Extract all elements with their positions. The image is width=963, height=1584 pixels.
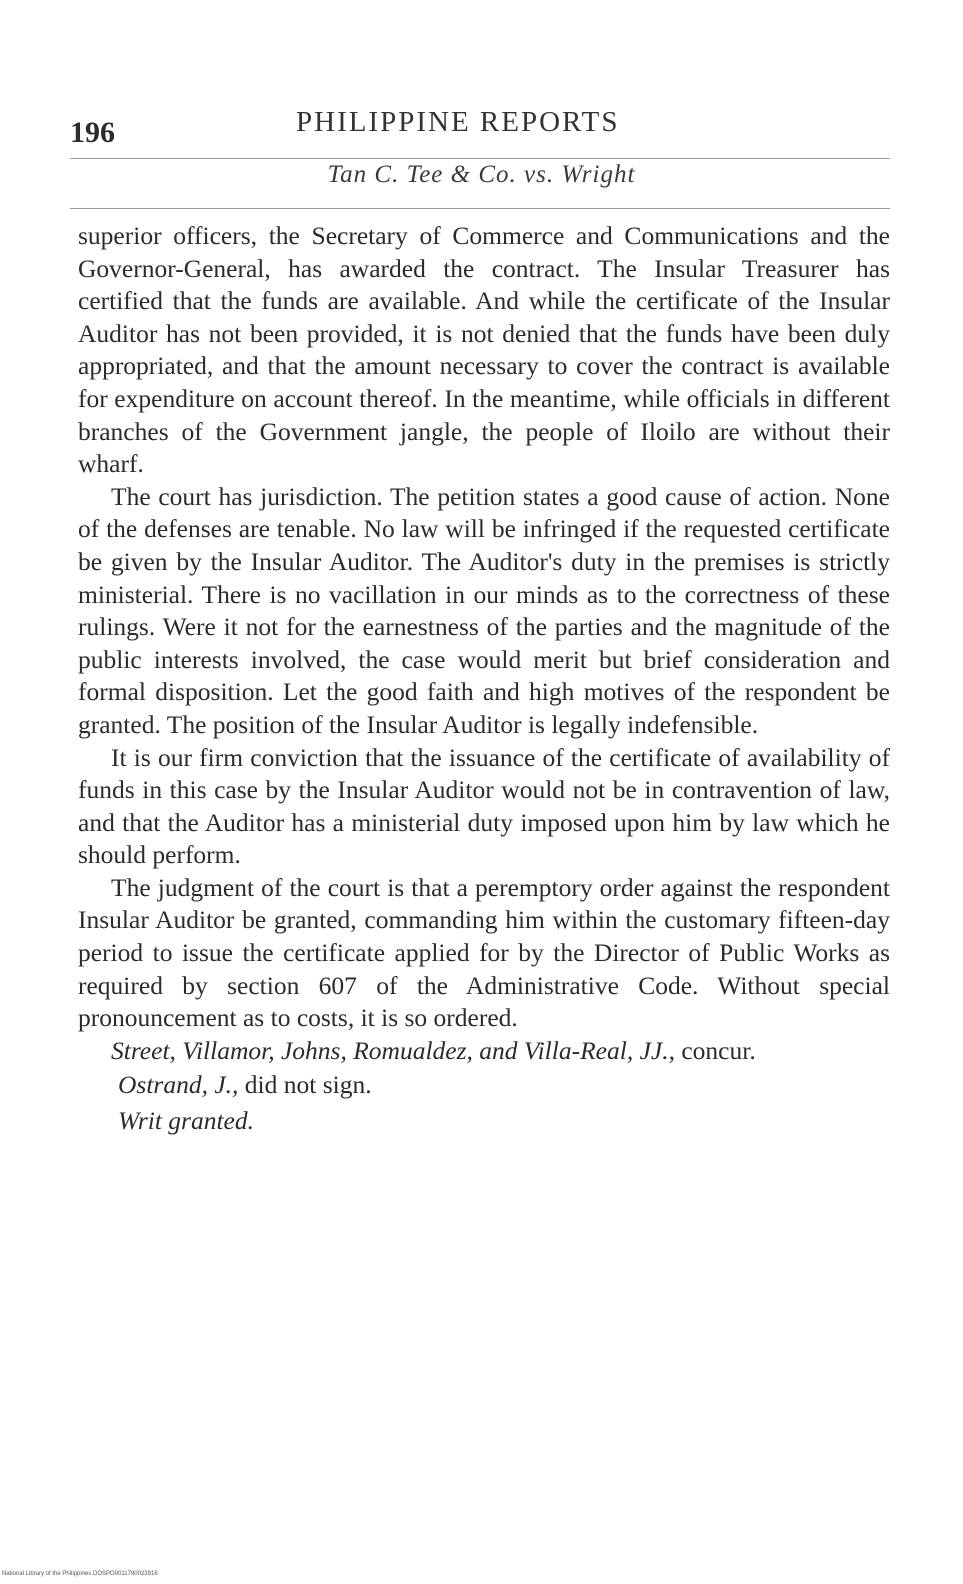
header-rule-bottom — [70, 208, 890, 209]
running-head: PHILIPPINE REPORTS — [296, 106, 620, 138]
concurrence — [78, 1035, 890, 1068]
did-not-sign-line — [78, 1067, 890, 1103]
page-header — [70, 104, 890, 164]
page-number: 196 — [70, 116, 115, 149]
disposition: Writ granted. — [118, 1106, 255, 1136]
paragraph-judgment: The judgment of the court is that a peremptory order against the respondent Insular Auditor be granted, commanding him within the customary fifteen-day period to issue the certificate applied for by the Director of Public Works as required by section 607 of the Administrative Code. Without special pronouncement as to costs, it is so ordered. — [78, 872, 890, 1033]
concur-verb: concur. — [681, 1035, 756, 1065]
body-text — [78, 220, 890, 1139]
non-signing-justice: Ostrand, J., — [118, 1070, 239, 1100]
paragraph-conviction: It is our firm conviction that the issuance of the certificate of availability of funds in this case by the Insular Auditor would not be in contravention of law, and that the Auditor has a ministerial duty imposed upon him by law which he should perform. — [78, 742, 890, 870]
did-not-sign-text: did not sign. — [244, 1070, 372, 1100]
paragraph-jurisdiction: The court has jurisdiction. The petition states a good cause of action. None of the defenses are tenable. No law will be infringed if the requested certificate be given by the Insular Auditor. The Auditor's duty in the premises is strictly ministerial. There is no vacillation in our minds as to the correctness of these rulings. Were it not for the earnestness of the parties and the magnitude of the public interests involved, the case would merit but brief consideration and formal disposition. Let the good faith and high motives of the respondent be granted. The position of the Insular Auditor is legally indefensible. — [78, 481, 890, 739]
scan-footer: National Library of the Philippines DOSPO0011790023916 — [2, 1571, 158, 1577]
paragraph-continuation: superior officers, the Secretary of Commerce and Communications and the Governor-General, has awarded the contract. The Insular Treasurer has certified that the funds are available. And while the certificate of the Insular Auditor has not been provided, it is not denied that the funds have been duly appropriated, and that the amount necessary to cover the contract is available for expenditure on account thereof. In the meantime, while officials in different branches of the Government jangle, the people of Iloilo are without their wharf. — [78, 221, 890, 479]
header-rule-top — [70, 158, 890, 159]
concurring-justices: Street, Villamor, Johns, Romualdez, and Villa-Real, JJ., — [111, 1035, 675, 1065]
case-title: Tan C. Tee & Co. vs. Wright — [327, 161, 636, 188]
